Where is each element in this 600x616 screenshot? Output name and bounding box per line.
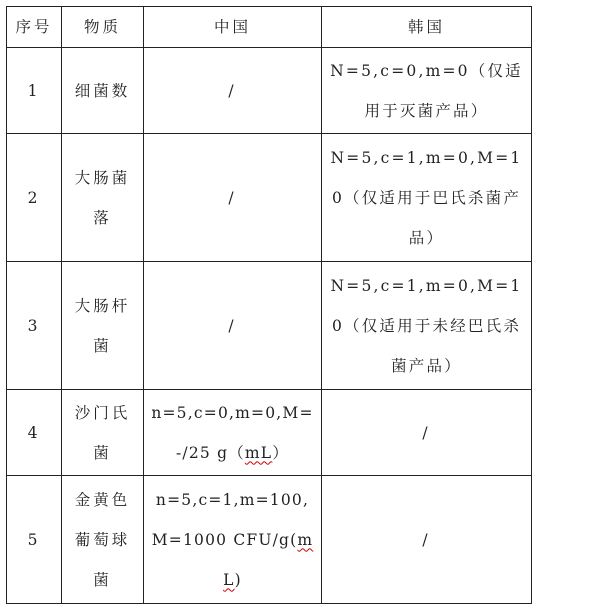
row-no: 4 (7, 390, 62, 476)
row-china-unit: mL (244, 443, 273, 462)
row-no: 3 (7, 262, 62, 390)
table-row (7, 476, 532, 604)
row-korea: N=5,c=1,m=0,M=10（仅适用于未经巴氏杀菌产品） (330, 276, 523, 375)
row-korea-cell (322, 48, 532, 134)
row-korea: / (322, 476, 532, 604)
row-substance: 金黄色葡萄球菌 (74, 490, 131, 589)
row-china-prefix: n=5,c=0,m=0,M=-/25 g（ (151, 403, 314, 462)
row-no: 1 (7, 48, 62, 134)
row-korea-cell (322, 134, 532, 262)
header-no: 序号 (7, 7, 62, 48)
table-row (7, 262, 532, 390)
row-china-cell (144, 390, 322, 476)
row-china (150, 480, 315, 600)
comparison-table (6, 6, 532, 604)
row-korea: N=5,c=1,m=0,M=10（仅适用于巴氏杀菌产品） (330, 148, 523, 247)
row-substance: 沙门氏菌 (74, 403, 131, 462)
row-china-cell (144, 476, 322, 604)
row-korea: / (322, 390, 532, 476)
row-china-unit: mL (223, 530, 314, 589)
row-china-suffix: ） (272, 443, 290, 462)
header-china: 中国 (144, 7, 322, 48)
row-substance-cell (62, 262, 144, 390)
table-row (7, 390, 532, 476)
row-korea-cell (322, 262, 532, 390)
row-china-prefix: n=5,c=1,m=100,M=1000 CFU/g( (151, 490, 310, 549)
row-china: / (144, 48, 322, 134)
row-substance: 细菌数 (74, 81, 131, 100)
row-substance: 大肠杆菌 (74, 296, 131, 355)
row-substance-cell (62, 476, 144, 604)
row-substance: 大肠菌落 (74, 168, 131, 227)
header-korea: 韩国 (322, 7, 532, 48)
row-substance-cell (62, 48, 144, 134)
table-header-row (7, 7, 532, 48)
row-china-suffix: ) (234, 570, 242, 589)
table-row (7, 134, 532, 262)
row-china: / (144, 134, 322, 262)
row-substance-cell (62, 390, 144, 476)
row-china: / (144, 262, 322, 390)
row-no: 2 (7, 134, 62, 262)
row-china (150, 393, 315, 473)
table-row (7, 48, 532, 134)
row-no: 5 (7, 476, 62, 604)
row-substance-cell (62, 134, 144, 262)
header-substance: 物质 (62, 7, 144, 48)
row-korea: N=5,c=0,m=0（仅适用于灭菌产品） (330, 61, 523, 120)
